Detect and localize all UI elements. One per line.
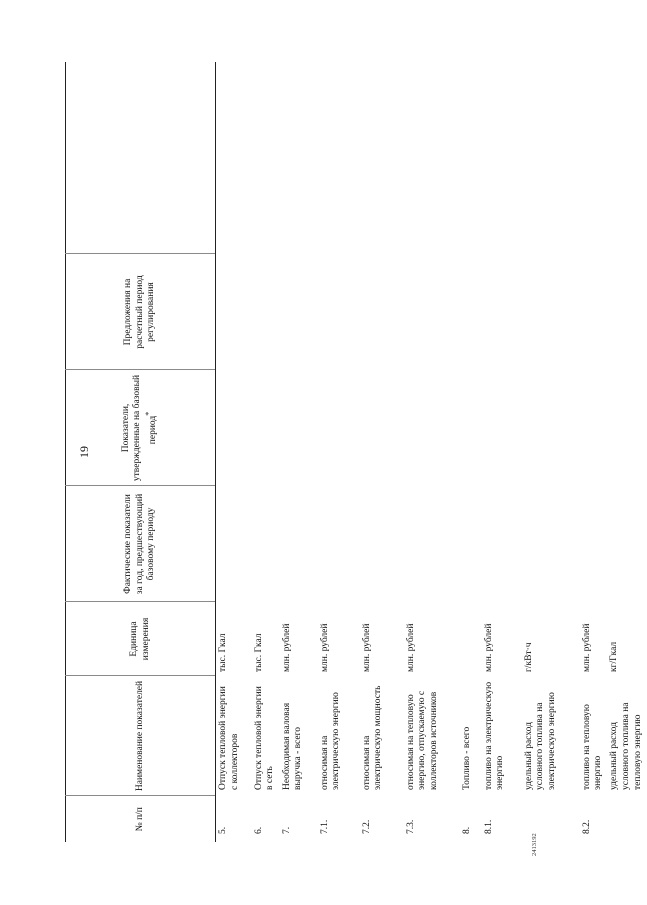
cell-approved: [580, 370, 608, 486]
cell-proposal: [360, 254, 404, 370]
row-indicator-name: удельный расход условного топлива на электрическую энергию: [523, 692, 558, 790]
cell-extra: [580, 62, 608, 254]
header-actual-previous-year: Фактические показатели за год, предшествующий базовому периоду: [66, 486, 216, 602]
cell-extra: [216, 62, 252, 254]
cell-approved: [318, 370, 360, 486]
table-row: [280, 62, 318, 842]
table-row: [460, 62, 482, 842]
row-number: 6.: [253, 826, 264, 834]
cell-proposal: [318, 254, 360, 370]
row-unit: млн. рублей: [581, 623, 592, 672]
cell-extra: [404, 62, 460, 254]
page-number: 19: [77, 446, 91, 458]
cell-extra: [522, 62, 580, 254]
cell-actual: [607, 486, 647, 602]
row-indicator-name: относимая на электрическую энергию: [319, 692, 342, 790]
table-body: [216, 62, 647, 842]
row-number: 5.: [218, 826, 228, 834]
row-unit: тыс. Гкал: [218, 633, 228, 672]
row-unit: тыс. Гкал: [253, 633, 264, 672]
row-indicator-name: относимая на тепловую энергию, отпускаемую с коллекторов источников: [405, 690, 440, 790]
cell-proposal: [580, 254, 608, 370]
cell-proposal: [607, 254, 647, 370]
header-extra-column: [66, 62, 216, 254]
cell-approved: [280, 370, 318, 486]
row-indicator-name: Необходимая валовая выручка - всего: [281, 702, 304, 790]
cell-approved: [252, 370, 280, 486]
cell-extra: [318, 62, 360, 254]
row-unit: млн. рублей: [483, 623, 494, 672]
row-indicator-name: Отпуск тепловой энергии с коллекторов: [218, 686, 240, 790]
header-indicator-name: Наименование показателей: [66, 676, 216, 796]
cell-approved: [360, 370, 404, 486]
row-number: 8.2.: [581, 819, 592, 834]
header-row: [66, 62, 216, 842]
cell-actual: [460, 486, 482, 602]
header-unit: Единица измерения: [66, 602, 216, 676]
row-unit: кг/Гкал: [609, 641, 620, 672]
cell-extra: [360, 62, 404, 254]
row-number: 7.1.: [319, 819, 330, 834]
table-row: [216, 62, 252, 842]
row-unit: млн. рублей: [281, 623, 292, 672]
cell-actual: [318, 486, 360, 602]
row-indicator-name: удельный расход условного топлива на тепловую энергию: [609, 702, 643, 790]
cell-proposal: [482, 254, 522, 370]
row-number: 7.: [281, 826, 292, 834]
row-indicator-name: относимая на электрическую мощность: [361, 685, 384, 790]
cell-extra: [280, 62, 318, 254]
table-row: [580, 62, 608, 842]
cell-approved: [460, 370, 482, 486]
indicators-table: [65, 62, 647, 842]
row-indicator-name: Топливо - всего: [461, 726, 472, 790]
row-indicator-name: топливо на электрическую энергию: [483, 681, 506, 790]
cell-actual: [404, 486, 460, 602]
table-row: [404, 62, 460, 842]
row-unit: [460, 602, 482, 676]
cell-proposal: [460, 254, 482, 370]
row-unit: млн. рублей: [319, 623, 330, 672]
cell-approved: [404, 370, 460, 486]
row-number: 7.2.: [361, 819, 372, 834]
cell-approved: [482, 370, 522, 486]
cell-actual: [216, 486, 252, 602]
row-indicator-name: топливо на тепловую энергию: [581, 704, 604, 790]
cell-approved: [607, 370, 647, 486]
row-indicator-name: Отпуск тепловой энергии в сеть: [253, 686, 276, 790]
cell-actual: [280, 486, 318, 602]
table-row: [522, 62, 580, 842]
cell-extra: [460, 62, 482, 254]
row-number: 8.1.: [483, 819, 494, 834]
rotated-sheet: [65, 62, 643, 856]
cell-actual: [360, 486, 404, 602]
cell-approved: [522, 370, 580, 486]
row-number: [607, 796, 647, 842]
cell-actual: [482, 486, 522, 602]
footnote-mark: *: [144, 411, 154, 416]
table-row: [318, 62, 360, 842]
cell-proposal: [522, 254, 580, 370]
table-row: [252, 62, 280, 842]
cell-actual: [252, 486, 280, 602]
cell-extra: [607, 62, 647, 254]
table-row: [607, 62, 647, 842]
row-unit: млн. рублей: [405, 623, 416, 672]
header-number: № п/п: [66, 796, 216, 842]
cell-approved: [216, 370, 252, 486]
cell-proposal: [280, 254, 318, 370]
cell-proposal: [252, 254, 280, 370]
row-unit: г/кВт·ч: [523, 642, 534, 672]
cell-proposal: [216, 254, 252, 370]
row-number: 8.: [461, 826, 472, 834]
cell-proposal: [404, 254, 460, 370]
row-number: 7.3.: [405, 819, 416, 834]
table-row: [482, 62, 522, 842]
cell-actual: [522, 486, 580, 602]
table-row: [360, 62, 404, 842]
header-approved-base-period: Показатели, утвержденные на базовый период*: [66, 370, 216, 486]
header-proposals-settlement-period: Предложения на расчетный период регулирования: [66, 254, 216, 370]
cell-extra: [252, 62, 280, 254]
document-code: 2413192: [531, 833, 538, 856]
cell-actual: [580, 486, 608, 602]
row-unit: млн. рублей: [361, 623, 372, 672]
cell-extra: [482, 62, 522, 254]
